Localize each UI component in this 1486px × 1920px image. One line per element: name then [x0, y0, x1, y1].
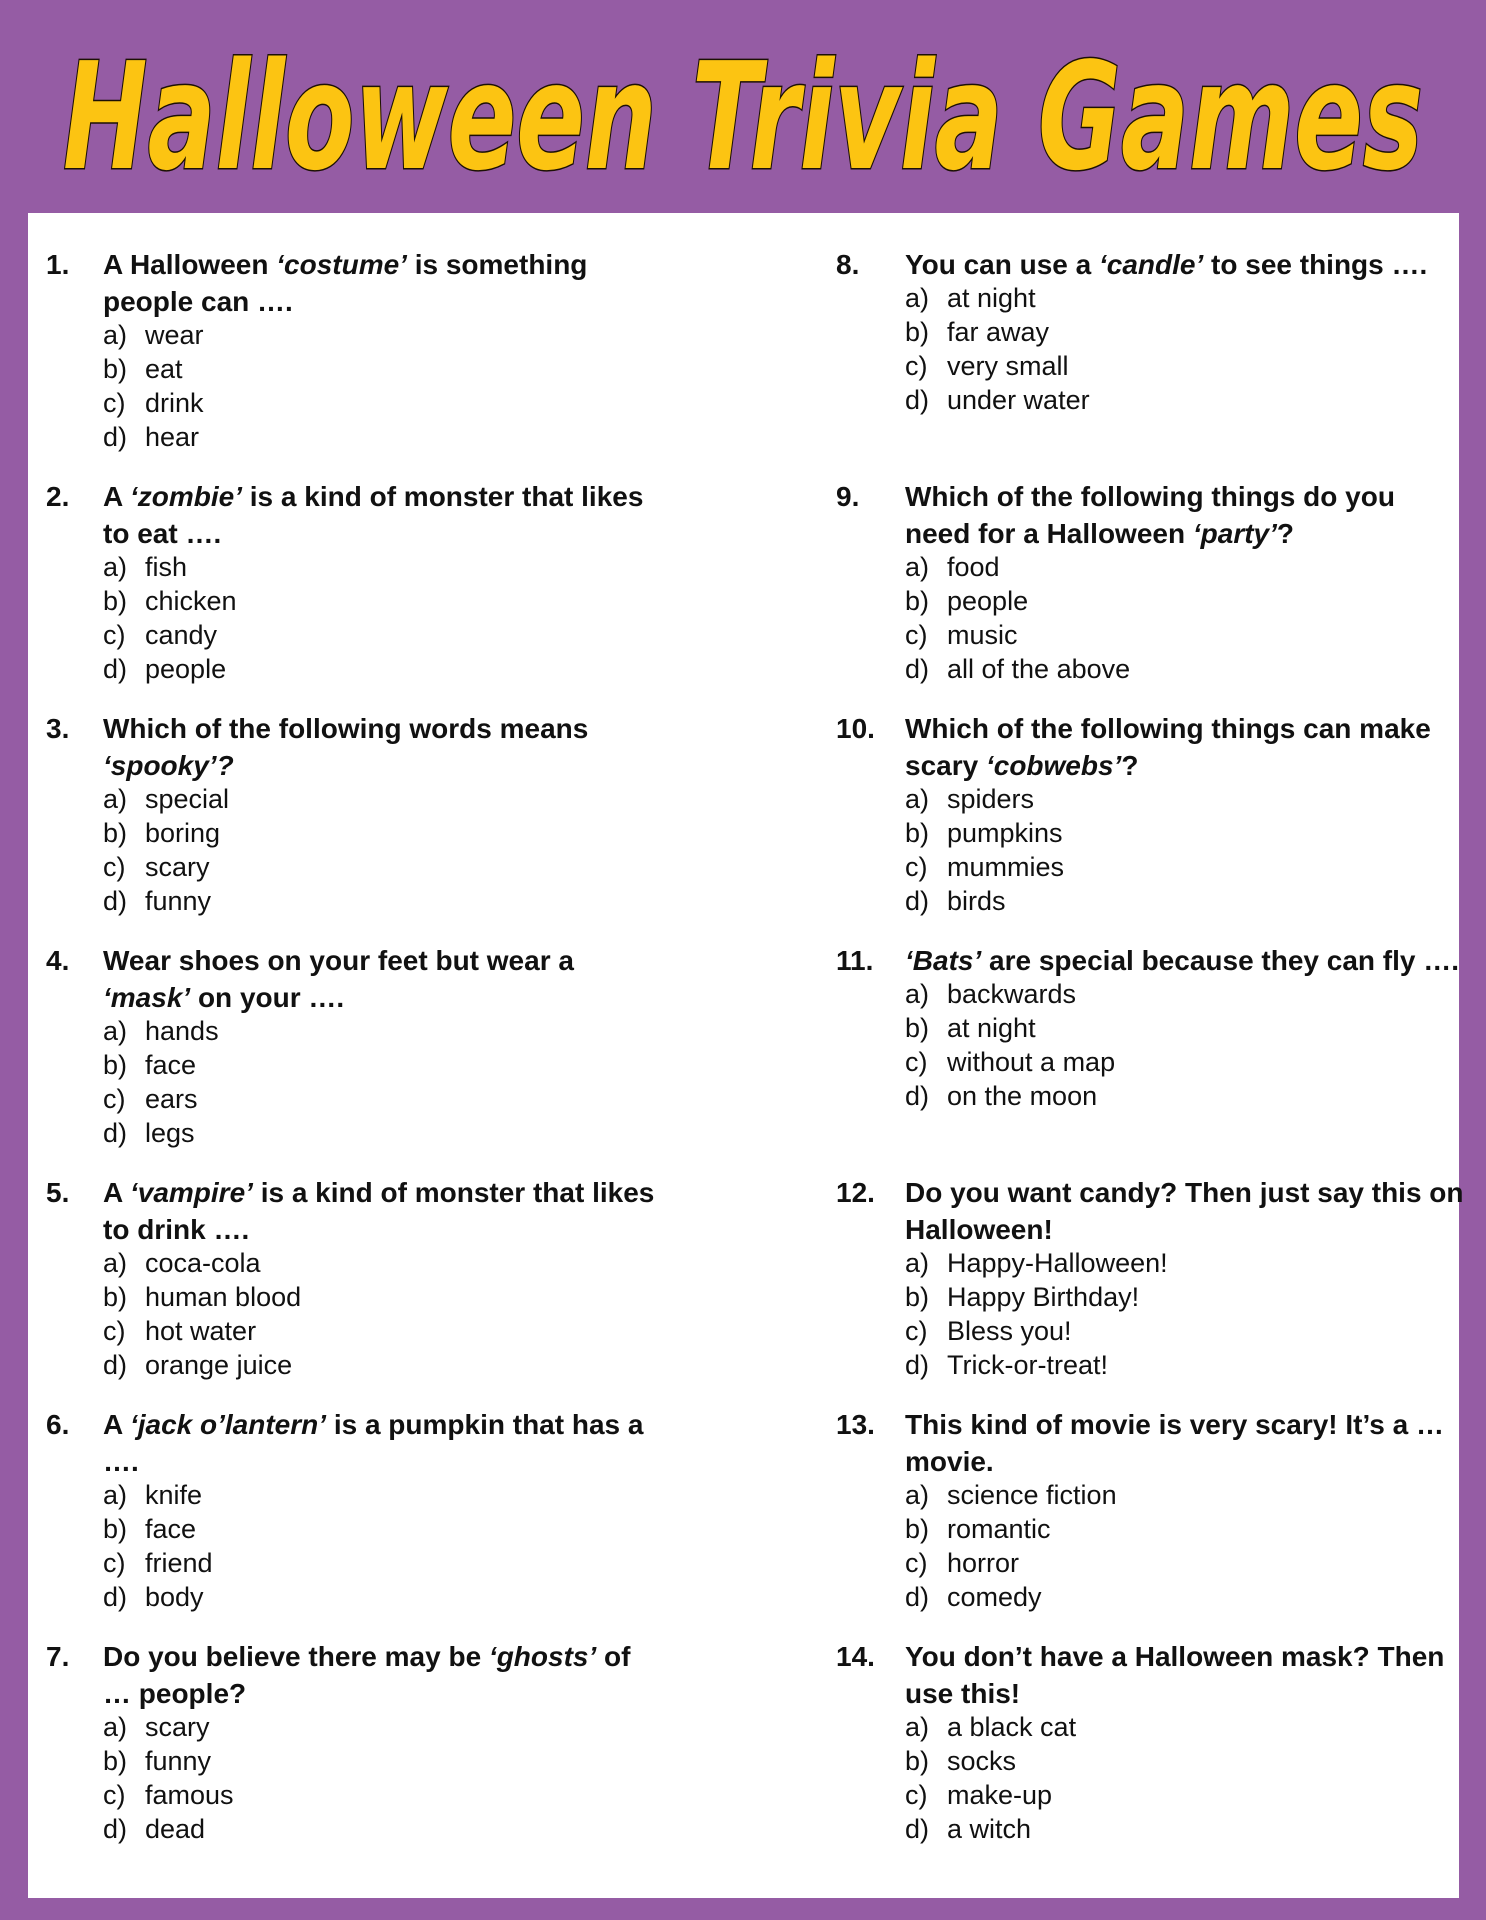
answer-option — [905, 1079, 1465, 1113]
option-letter: c) — [905, 620, 928, 650]
question-keyword: ‘spooky’? — [103, 750, 234, 781]
option-text: science fiction — [947, 1480, 1117, 1510]
option-text: mummies — [947, 852, 1065, 882]
option-letter: a) — [103, 1712, 128, 1742]
answer-option — [905, 1011, 1465, 1045]
answer-options — [905, 281, 1465, 417]
option-text: hot water — [145, 1316, 257, 1346]
option-text: funny — [145, 1746, 212, 1776]
option-letter: c) — [905, 852, 928, 882]
option-text: on the moon — [947, 1081, 1098, 1111]
question-number: 8. — [836, 249, 860, 280]
answer-options — [103, 1246, 663, 1382]
option-text: drink — [145, 388, 204, 418]
question-number: 4. — [46, 945, 70, 976]
option-text: face — [145, 1514, 197, 1544]
option-letter: c) — [103, 1084, 126, 1114]
answer-option — [905, 652, 1465, 686]
option-letter: c) — [103, 388, 126, 418]
answer-option — [905, 1348, 1465, 1382]
option-letter: c) — [905, 351, 928, 381]
answer-options — [905, 1478, 1465, 1614]
question-text — [103, 710, 663, 784]
answer-option — [103, 1280, 663, 1314]
answer-option — [905, 550, 1465, 584]
option-letter: d) — [905, 385, 930, 415]
option-text: spiders — [947, 784, 1035, 814]
option-letter: d) — [905, 1350, 930, 1380]
question-text-part: Which of the following words means — [103, 713, 589, 744]
question-text — [905, 1406, 1465, 1480]
answer-option — [905, 1812, 1465, 1846]
option-letter: a) — [905, 1480, 930, 1510]
option-text: wear — [145, 320, 204, 350]
question-text — [103, 478, 663, 552]
question-text-part: Which of the following things do you need for a Halloween — [905, 481, 1395, 549]
answer-option — [103, 884, 663, 918]
answer-option — [103, 1116, 663, 1150]
option-letter: a) — [905, 283, 930, 313]
option-letter: a) — [103, 552, 128, 582]
answer-option — [905, 1580, 1465, 1614]
question-text — [905, 942, 1465, 979]
question-text — [905, 478, 1465, 552]
option-text: eat — [145, 354, 183, 384]
option-letter: b) — [905, 1514, 930, 1544]
question-body — [103, 1406, 663, 1614]
answer-option — [103, 850, 663, 884]
option-text: pumpkins — [947, 818, 1063, 848]
option-letter: d) — [905, 1814, 930, 1844]
answer-option — [103, 816, 663, 850]
answer-option — [103, 1014, 663, 1048]
question-text-part: A — [103, 1409, 130, 1440]
option-text: chicken — [145, 586, 237, 616]
answer-option — [905, 281, 1465, 315]
question-text-part: is a kind of monster that likes to drink …. — [103, 1177, 655, 1245]
option-letter: d) — [103, 1582, 128, 1612]
option-letter: a) — [103, 1248, 128, 1278]
question-text-part: of … people? — [103, 1641, 631, 1709]
option-letter: b) — [905, 1746, 930, 1776]
option-text: people — [947, 586, 1029, 616]
answer-option — [103, 1314, 663, 1348]
question-keyword: ‘party’ — [1192, 518, 1277, 549]
option-text: fish — [145, 552, 188, 582]
question-text — [103, 1174, 663, 1248]
answer-option — [103, 1082, 663, 1116]
answer-option — [103, 1348, 663, 1382]
option-text: a black cat — [947, 1712, 1077, 1742]
answer-option — [103, 1546, 663, 1580]
option-letter: d) — [103, 654, 128, 684]
option-text: funny — [145, 886, 212, 916]
option-letter: d) — [103, 1350, 128, 1380]
option-letter: a) — [103, 1016, 128, 1046]
option-text: special — [145, 784, 230, 814]
question-text — [905, 1638, 1465, 1712]
answer-option — [103, 1512, 663, 1546]
question-text-part: is a kind of monster that likes to eat …. — [103, 481, 644, 549]
question-keyword: ‘zombie’ — [129, 481, 242, 512]
option-text: body — [145, 1582, 204, 1612]
option-text: socks — [947, 1746, 1017, 1776]
option-text: comedy — [947, 1582, 1042, 1612]
question-body — [905, 246, 1465, 417]
option-text: a witch — [947, 1814, 1032, 1844]
question-body — [103, 246, 663, 454]
question-keyword: ‘cobwebs’ — [985, 750, 1122, 781]
question-keyword: ‘costume’ — [276, 249, 407, 280]
answer-options — [103, 1710, 663, 1846]
answer-option — [103, 782, 663, 816]
option-text: Happy Birthday! — [947, 1282, 1140, 1312]
question-body — [905, 478, 1465, 686]
answer-option — [905, 1045, 1465, 1079]
answer-option — [905, 1280, 1465, 1314]
option-text: hands — [145, 1016, 219, 1046]
question-text-part: A — [103, 481, 130, 512]
question-number: 3. — [46, 713, 70, 744]
question-body — [905, 1638, 1465, 1846]
option-letter: d) — [103, 1814, 128, 1844]
question-number: 10. — [836, 713, 875, 744]
page-title — [0, 18, 1486, 208]
option-text: famous — [145, 1780, 234, 1810]
answer-option — [905, 383, 1465, 417]
question-keyword: ‘candle’ — [1099, 249, 1204, 280]
option-letter: d) — [905, 1582, 930, 1612]
option-text: boring — [145, 818, 221, 848]
answer-option — [905, 1710, 1465, 1744]
answer-options — [103, 318, 663, 454]
question-body — [103, 942, 663, 1150]
question-keyword: ‘Bats’ — [905, 945, 982, 976]
option-text: ears — [145, 1084, 198, 1114]
question-body — [905, 1406, 1465, 1614]
option-text: coca-cola — [145, 1248, 261, 1278]
question-body — [103, 1638, 663, 1846]
question-keyword: ‘vampire’ — [129, 1177, 253, 1208]
option-text: food — [947, 552, 1000, 582]
answer-option — [103, 352, 663, 386]
option-letter: c) — [905, 1316, 928, 1346]
option-text: music — [947, 620, 1018, 650]
option-letter: c) — [905, 1548, 928, 1578]
option-letter: b) — [103, 586, 128, 616]
option-text: backwards — [947, 979, 1077, 1009]
option-letter: d) — [103, 422, 128, 452]
answer-options — [905, 550, 1465, 686]
option-text: face — [145, 1050, 197, 1080]
question-number: 5. — [46, 1177, 70, 1208]
answer-option — [103, 1744, 663, 1778]
question-keyword: ‘ghosts’ — [488, 1641, 597, 1672]
answer-option — [103, 1710, 663, 1744]
option-letter: c) — [905, 1780, 928, 1810]
option-letter: b) — [103, 354, 128, 384]
question-text-part: Do you want candy? Then just say this on Halloween! — [905, 1177, 1464, 1245]
question-body — [103, 478, 663, 686]
option-letter: b) — [905, 317, 930, 347]
option-letter: c) — [103, 1780, 126, 1810]
answer-options — [103, 1478, 663, 1614]
answer-option — [103, 1812, 663, 1846]
question-text — [905, 710, 1465, 784]
title-text: Halloween Trivia Games — [63, 31, 1423, 203]
question-body — [103, 1174, 663, 1382]
answer-option — [905, 349, 1465, 383]
answer-options — [103, 550, 663, 686]
option-text: without a map — [947, 1047, 1116, 1077]
question-text-part: is something people can …. — [103, 249, 588, 317]
option-letter: a) — [103, 320, 128, 350]
question-number: 2. — [46, 481, 70, 512]
option-text: legs — [145, 1118, 195, 1148]
answer-option — [103, 550, 663, 584]
option-text: scary — [145, 852, 210, 882]
question-text-part: Wear shoes on your feet but wear a — [103, 945, 574, 976]
answer-option — [905, 977, 1465, 1011]
option-text: orange juice — [145, 1350, 293, 1380]
option-letter: d) — [905, 886, 930, 916]
option-text: at night — [947, 1013, 1036, 1043]
answer-options — [103, 1014, 663, 1150]
question-number: 7. — [46, 1641, 70, 1672]
option-text: candy — [145, 620, 218, 650]
option-letter: a) — [905, 1712, 930, 1742]
answer-option — [103, 584, 663, 618]
title-graphic — [0, 18, 1486, 208]
option-letter: c) — [103, 1316, 126, 1346]
answer-option — [103, 618, 663, 652]
question-text-part: are special because they can fly …. — [981, 945, 1460, 976]
question-text-part: This kind of movie is very scary! It’s a … movie. — [905, 1409, 1444, 1477]
question-text — [905, 1174, 1465, 1248]
answer-option — [103, 1246, 663, 1280]
option-text: at night — [947, 283, 1036, 313]
answer-options — [905, 1710, 1465, 1846]
option-letter: c) — [103, 1548, 126, 1578]
question-text-part: A Halloween — [103, 249, 277, 280]
question-text — [103, 942, 663, 1016]
answer-options — [905, 782, 1465, 918]
question-text — [103, 1406, 663, 1480]
option-text: all of the above — [947, 654, 1131, 684]
option-text: friend — [145, 1548, 213, 1578]
option-letter: b) — [905, 1013, 930, 1043]
option-letter: d) — [905, 654, 930, 684]
option-letter: a) — [905, 979, 930, 1009]
question-number: 14. — [836, 1641, 875, 1672]
option-letter: c) — [103, 620, 126, 650]
option-letter: b) — [905, 586, 930, 616]
option-letter: d) — [103, 1118, 128, 1148]
question-text-part: ? — [1276, 518, 1294, 549]
answer-option — [103, 1048, 663, 1082]
question-number: 9. — [836, 481, 860, 512]
question-number: 11. — [836, 945, 874, 976]
question-body — [905, 710, 1465, 918]
option-letter: b) — [905, 1282, 930, 1312]
answer-option — [103, 1778, 663, 1812]
option-text: very small — [947, 351, 1069, 381]
option-letter: b) — [905, 818, 930, 848]
option-text: Happy-Halloween! — [947, 1248, 1168, 1278]
answer-option — [905, 1512, 1465, 1546]
option-letter: b) — [103, 1282, 128, 1312]
option-text: scary — [145, 1712, 210, 1742]
option-letter: a) — [905, 784, 930, 814]
answer-option — [905, 1246, 1465, 1280]
question-number: 1. — [46, 249, 70, 280]
option-text: far away — [947, 317, 1050, 347]
answer-option — [905, 1778, 1465, 1812]
question-text-part: Do you believe there may be — [103, 1641, 489, 1672]
answer-option — [905, 816, 1465, 850]
option-letter: c) — [905, 1047, 928, 1077]
question-keyword: ‘jack o’lantern’ — [129, 1409, 327, 1440]
question-text-part: A — [103, 1177, 130, 1208]
option-letter: b) — [103, 1050, 128, 1080]
answer-option — [905, 315, 1465, 349]
answer-option — [103, 652, 663, 686]
question-body — [905, 942, 1465, 1113]
answer-option — [905, 850, 1465, 884]
option-text: birds — [947, 886, 1006, 916]
answer-option — [905, 884, 1465, 918]
answer-option — [905, 782, 1465, 816]
option-letter: d) — [905, 1081, 930, 1111]
option-text: Bless you! — [947, 1316, 1072, 1346]
answer-option — [905, 618, 1465, 652]
option-text: human blood — [145, 1282, 302, 1312]
option-text: under water — [947, 385, 1090, 415]
question-text-part: You can use a — [905, 249, 1099, 280]
question-text-part: to see things …. — [1203, 249, 1428, 280]
option-letter: b) — [103, 1746, 128, 1776]
question-number: 12. — [836, 1177, 875, 1208]
answer-option — [103, 1478, 663, 1512]
answer-option — [103, 1580, 663, 1614]
option-letter: a) — [905, 552, 930, 582]
option-letter: c) — [103, 852, 126, 882]
question-body — [905, 1174, 1465, 1382]
question-text — [103, 1638, 663, 1712]
question-text — [905, 246, 1465, 283]
answer-option — [103, 420, 663, 454]
question-text-part: ? — [1121, 750, 1139, 781]
quiz-panel — [28, 213, 1464, 1898]
question-keyword: ‘mask’ — [103, 982, 191, 1013]
answer-option — [905, 584, 1465, 618]
question-text-part: is a pumpkin that has a …. — [103, 1409, 644, 1477]
option-text: dead — [145, 1814, 206, 1844]
question-text — [103, 246, 663, 320]
answer-options — [905, 1246, 1465, 1382]
answer-option — [905, 1478, 1465, 1512]
question-body — [103, 710, 663, 918]
answer-option — [905, 1546, 1465, 1580]
question-text-part: Which of the following things can make scary — [905, 713, 1431, 781]
option-letter: a) — [905, 1248, 930, 1278]
option-text: people — [145, 654, 227, 684]
option-letter: a) — [103, 1480, 128, 1510]
option-letter: a) — [103, 784, 128, 814]
question-text-part: You don’t have a Halloween mask? Then use this! — [905, 1641, 1445, 1709]
answer-option — [103, 318, 663, 352]
answer-option — [103, 386, 663, 420]
option-letter: b) — [103, 818, 128, 848]
question-number: 6. — [46, 1409, 70, 1440]
option-text: horror — [947, 1548, 1020, 1578]
question-number: 13. — [836, 1409, 875, 1440]
answer-options — [905, 977, 1465, 1113]
option-text: make-up — [947, 1780, 1053, 1810]
option-text: knife — [145, 1480, 203, 1510]
question-text-part: on your …. — [190, 982, 345, 1013]
answer-options — [103, 782, 663, 918]
answer-option — [905, 1744, 1465, 1778]
option-text: Trick-or-treat! — [947, 1350, 1108, 1380]
option-letter: b) — [103, 1514, 128, 1544]
option-letter: d) — [103, 886, 128, 916]
option-text: hear — [145, 422, 200, 452]
option-text: romantic — [947, 1514, 1051, 1544]
answer-option — [905, 1314, 1465, 1348]
